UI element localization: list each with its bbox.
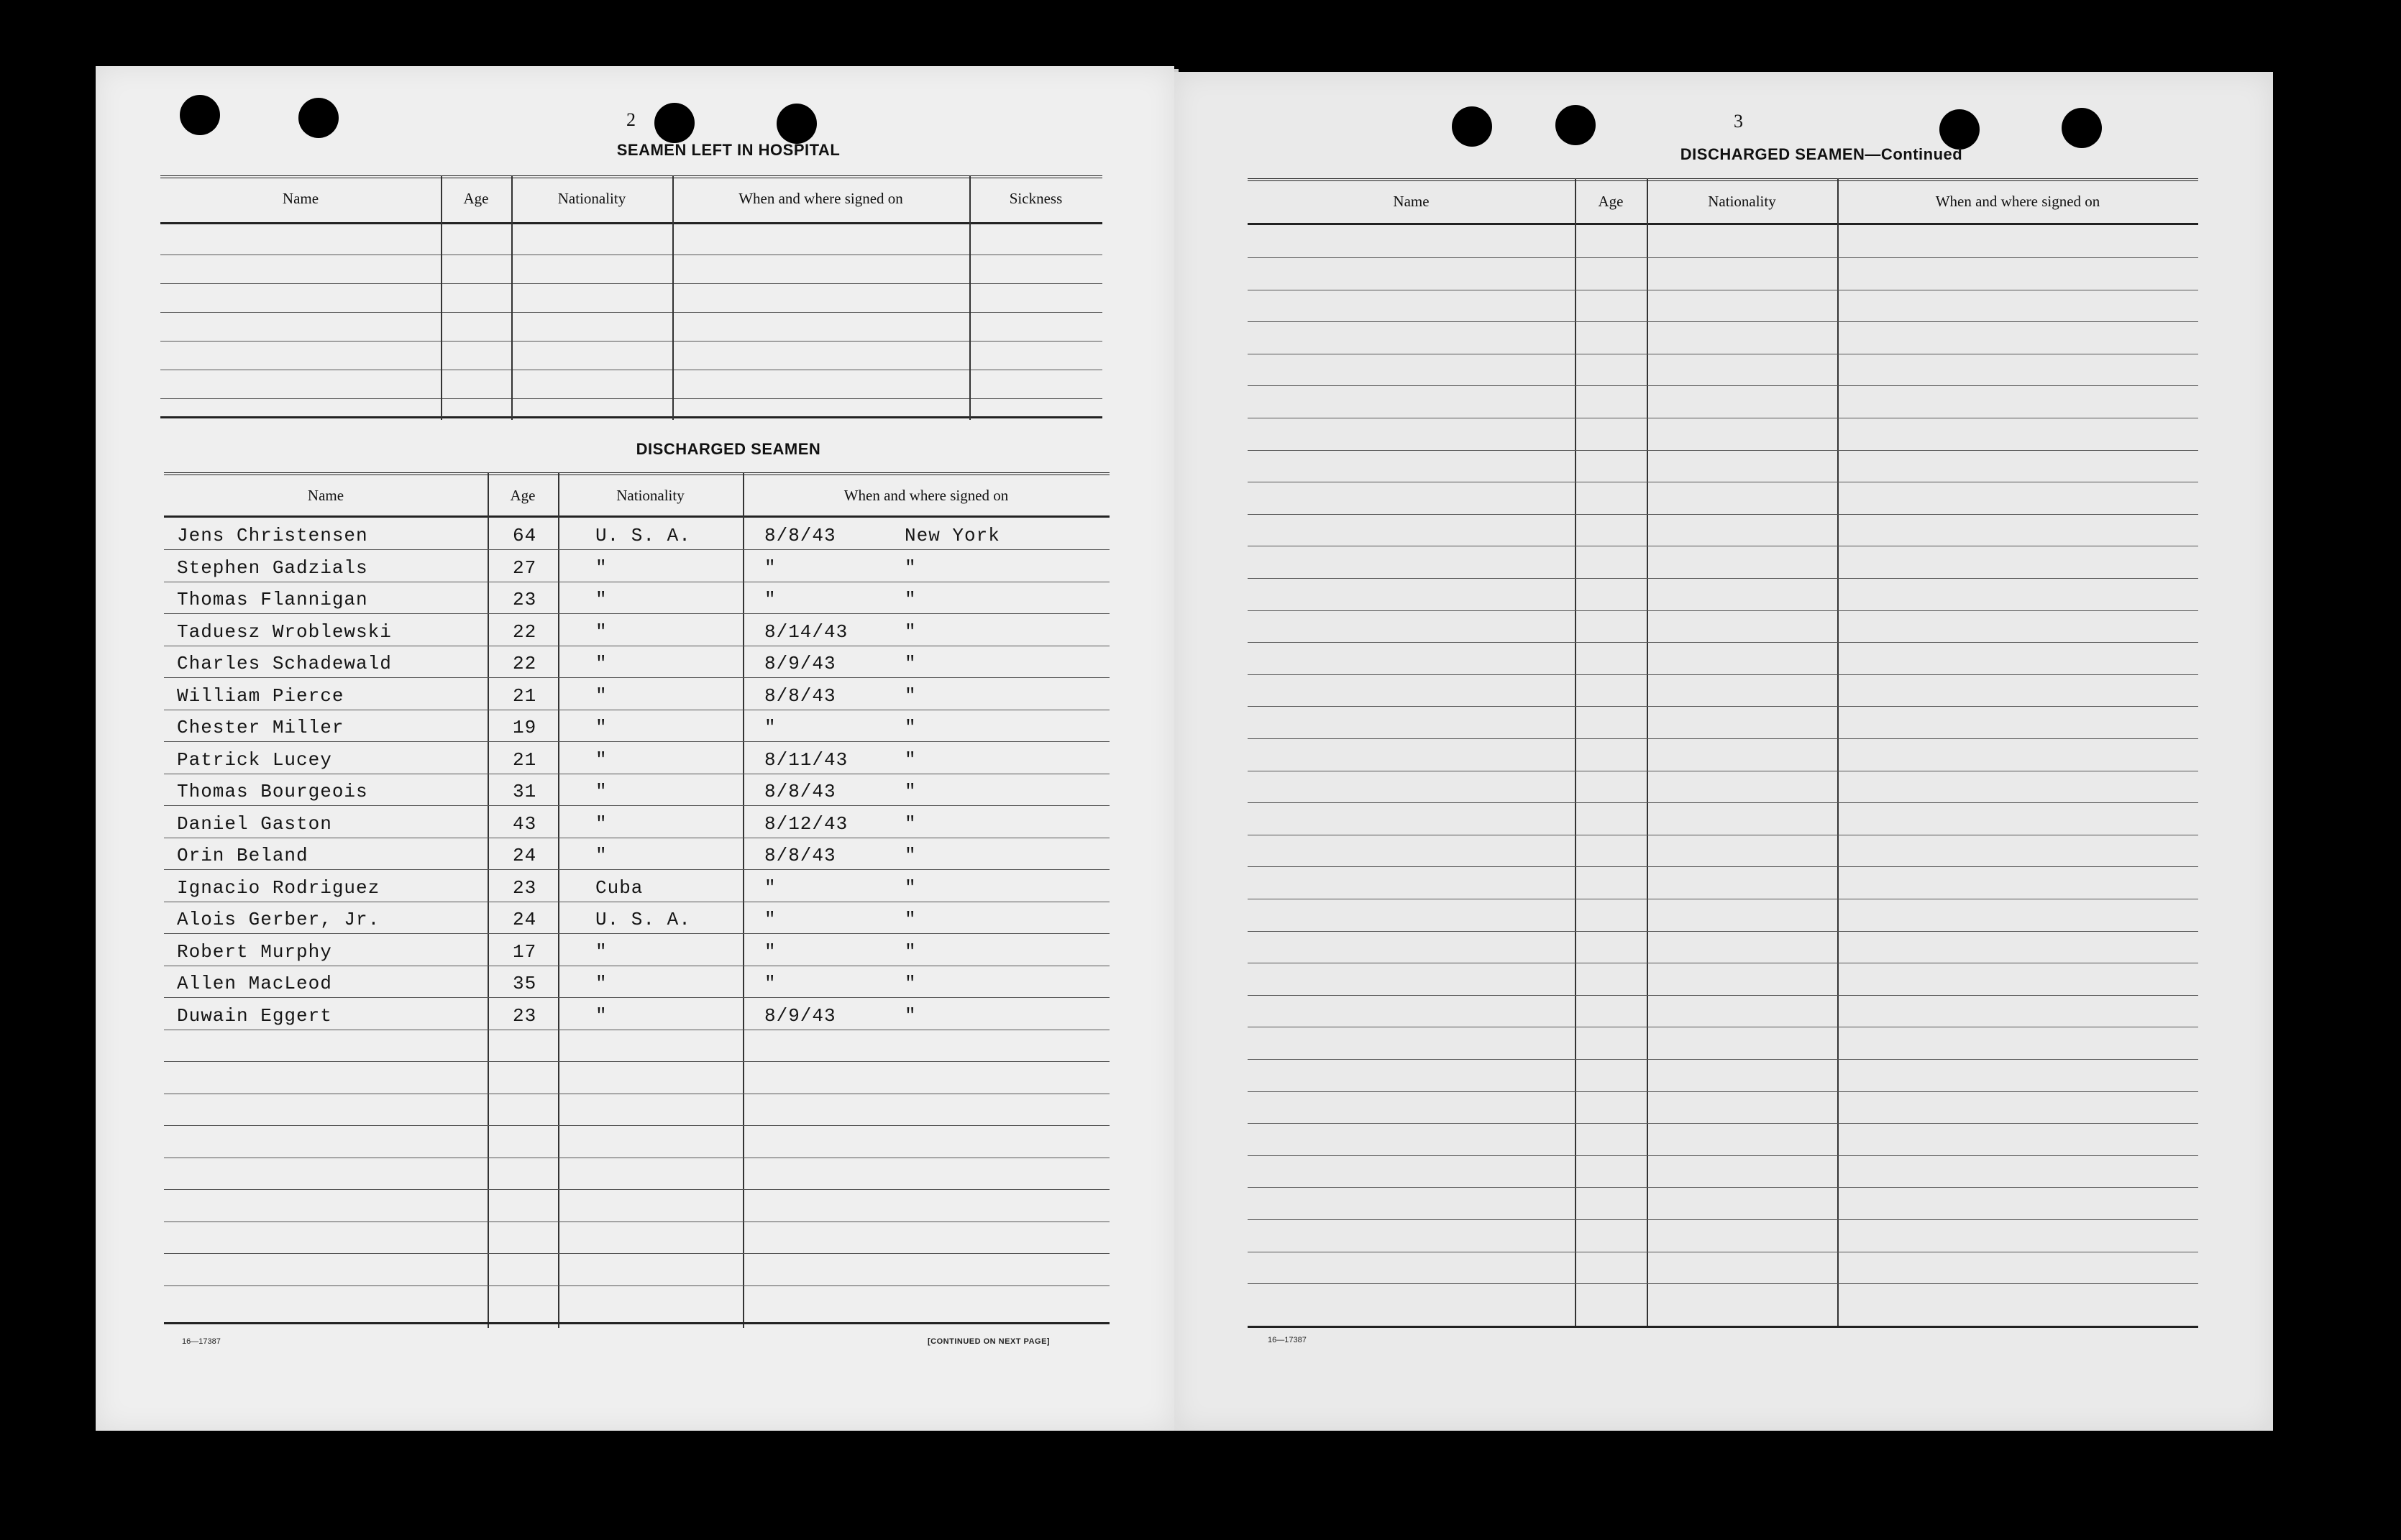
row-rule [1248, 802, 2198, 803]
table-row [164, 650, 1110, 679]
row-rule [1248, 1091, 2198, 1092]
seaman-nationality: U. S. A. [595, 909, 691, 930]
seaman-name: Stephen Gadzials [177, 556, 368, 579]
table-row [164, 842, 1110, 871]
col-header-name: Name [282, 190, 319, 207]
punch-hole [298, 98, 339, 138]
hospital-table [160, 175, 1102, 420]
seaman-nationality: Cuba [595, 876, 644, 899]
page-number: 3 [1734, 111, 1743, 132]
seaman-nationality: " [595, 684, 608, 707]
table-bottom-rule [164, 1322, 1110, 1324]
seaman-age: 31 [513, 781, 537, 802]
row-rule [164, 1253, 1110, 1254]
signed-on-date: 8/8/43 [764, 845, 836, 866]
seaman-age: 43 [513, 812, 537, 835]
col-header-name: Name [307, 487, 344, 504]
seaman-name: Allen MacLeod [177, 973, 332, 994]
signed-on-date: 8/9/43 [764, 653, 836, 674]
row-rule [1248, 866, 2198, 867]
col-header-nationality: Nationality [557, 190, 626, 207]
seaman-name: Ignacio Rodriguez [177, 876, 380, 899]
form-number: 16—17387 [182, 1337, 221, 1346]
signed-on-place: " [905, 781, 917, 802]
seaman-name: Chester Miller [177, 717, 344, 738]
seaman-name: Daniel Gaston [177, 812, 332, 835]
continued-note: [CONTINUED ON NEXT PAGE] [928, 1337, 1051, 1346]
seaman-nationality: " [595, 973, 608, 994]
seaman-age: 21 [513, 748, 537, 771]
table-row [164, 746, 1110, 775]
col-header-name: Name [1393, 193, 1430, 210]
col-header-nationality: Nationality [1708, 193, 1776, 210]
row-rule [1248, 578, 2198, 579]
punch-hole [1555, 105, 1596, 145]
seaman-age: 22 [513, 620, 537, 643]
seaman-age: 24 [513, 845, 537, 866]
seaman-nationality: " [595, 845, 608, 866]
row-rule [1248, 1059, 2198, 1060]
discharged-table [164, 472, 1110, 1328]
seaman-nationality: " [595, 653, 608, 674]
seaman-age: 35 [513, 973, 537, 994]
seaman-name: Charles Schadewald [177, 653, 392, 674]
signed-on-date: 8/8/43 [764, 781, 836, 802]
punch-hole [180, 95, 220, 135]
seaman-name: Alois Gerber, Jr. [177, 909, 380, 930]
row-rule [1248, 1123, 2198, 1124]
hospital-section-title: SEAMEN LEFT IN HOSPITAL [616, 141, 841, 159]
signed-on-date: " [764, 940, 777, 963]
signed-on-place: " [905, 684, 917, 707]
seaman-age: 23 [513, 876, 537, 899]
table-row [164, 586, 1110, 615]
seaman-age: 23 [513, 1004, 537, 1027]
seaman-age: 17 [513, 940, 537, 963]
signed-on-place: " [905, 620, 917, 643]
signed-on-place: " [905, 812, 917, 835]
form-number: 16—17387 [1268, 1336, 1307, 1344]
signed-on-place: " [905, 845, 917, 866]
seaman-nationality: " [595, 940, 608, 963]
row-rule [1248, 931, 2198, 932]
col-header-age: Age [1598, 193, 1624, 210]
col-header-age: Age [463, 190, 489, 207]
seaman-nationality: " [595, 589, 608, 610]
row-rule [164, 1061, 1110, 1062]
seaman-nationality: " [595, 620, 608, 643]
signed-on-place: " [905, 717, 917, 738]
seaman-nationality: " [595, 556, 608, 579]
col-header-sickness: Sickness [1009, 190, 1063, 207]
signed-on-place: " [905, 748, 917, 771]
seaman-age: 23 [513, 589, 537, 610]
punch-hole [1452, 106, 1492, 147]
signed-on-place: " [905, 1004, 917, 1027]
discharged-continued-table [1248, 178, 2198, 1327]
row-rule [1248, 738, 2198, 739]
signed-on-place: New York [905, 525, 1000, 546]
signed-on-date: " [764, 909, 777, 930]
seaman-nationality: " [595, 717, 608, 738]
seaman-name: Jens Christensen [177, 525, 368, 546]
table-row [164, 714, 1110, 743]
signed-on-date: 8/8/43 [764, 684, 836, 707]
table-row [164, 522, 1110, 551]
seaman-name: Taduesz Wroblewski [177, 620, 392, 643]
signed-on-place: " [905, 876, 917, 899]
table-row [164, 778, 1110, 807]
table-bottom-rule [1248, 1326, 2198, 1328]
signed-on-date: " [764, 589, 777, 610]
seaman-name: Thomas Bourgeois [177, 781, 368, 802]
seaman-name: William Pierce [177, 684, 344, 707]
row-rule [164, 1189, 1110, 1190]
right-page [1174, 72, 2273, 1431]
row-rule [1248, 257, 2198, 258]
col-header-nationality: Nationality [616, 487, 685, 504]
row-rule [1248, 674, 2198, 675]
seaman-nationality: " [595, 748, 608, 771]
col-header-signed-on: When and where signed on [1935, 193, 2100, 210]
signed-on-place: " [905, 653, 917, 674]
row-rule [1248, 610, 2198, 611]
seaman-name: Patrick Lucey [177, 748, 332, 771]
signed-on-date: " [764, 556, 777, 579]
col-header-signed-on: When and where signed on [843, 487, 1009, 504]
seaman-name: Duwain Eggert [177, 1004, 332, 1027]
signed-on-place: " [905, 556, 917, 579]
page-number: 2 [626, 109, 636, 130]
row-rule [1248, 706, 2198, 707]
signed-on-place: " [905, 589, 917, 610]
punch-hole [777, 104, 817, 144]
punch-hole [654, 103, 695, 143]
signed-on-date: " [764, 876, 777, 899]
seaman-nationality: U. S. A. [595, 525, 691, 546]
table-row [164, 874, 1110, 903]
row-rule [1248, 1155, 2198, 1156]
table-row [164, 810, 1110, 839]
seaman-age: 21 [513, 684, 537, 707]
seaman-nationality: " [595, 781, 608, 802]
row-rule [1248, 642, 2198, 643]
table-row [164, 970, 1110, 999]
seaman-age: 24 [513, 909, 537, 930]
signed-on-place: " [905, 973, 917, 994]
seaman-age: 19 [513, 717, 537, 738]
discharged-continued-title: DISCHARGED SEAMEN—Continued [1680, 145, 1963, 163]
seaman-name: Orin Beland [177, 845, 308, 866]
table-row [164, 618, 1110, 647]
signed-on-date: " [764, 973, 777, 994]
punch-hole [2062, 108, 2102, 148]
table-row [164, 938, 1110, 967]
table-row [164, 1002, 1110, 1031]
col-header-signed-on: When and where signed on [738, 190, 903, 207]
left-page [96, 66, 1174, 1431]
row-rule [1248, 995, 2198, 996]
signed-on-date: 8/8/43 [764, 525, 836, 546]
discharged-section-title: DISCHARGED SEAMEN [636, 440, 821, 458]
seaman-age: 27 [513, 556, 537, 579]
row-rule [1248, 450, 2198, 451]
signed-on-date: " [764, 717, 777, 738]
signed-on-place: " [905, 940, 917, 963]
seaman-name: Thomas Flannigan [177, 589, 368, 610]
row-rule [1248, 1219, 2198, 1220]
punch-hole [1939, 109, 1980, 150]
signed-on-date: 8/12/43 [764, 812, 849, 835]
signed-on-date: 8/14/43 [764, 620, 849, 643]
row-rule [1248, 321, 2198, 322]
row-rule [164, 1285, 1110, 1286]
table-row [164, 682, 1110, 711]
table-row [164, 554, 1110, 583]
seaman-name: Robert Murphy [177, 940, 332, 963]
col-header-age: Age [510, 487, 536, 504]
row-rule [1248, 385, 2198, 386]
seaman-age: 64 [513, 525, 537, 546]
row-rule [1248, 1187, 2198, 1188]
row-rule [164, 1125, 1110, 1126]
row-rule [1248, 514, 2198, 515]
seaman-nationality: " [595, 812, 608, 835]
signed-on-place: " [905, 909, 917, 930]
signed-on-date: 8/11/43 [764, 748, 849, 771]
table-row [164, 906, 1110, 935]
seaman-age: 22 [513, 653, 537, 674]
row-rule [1248, 1283, 2198, 1284]
signed-on-date: 8/9/43 [764, 1004, 836, 1027]
seaman-nationality: " [595, 1004, 608, 1027]
